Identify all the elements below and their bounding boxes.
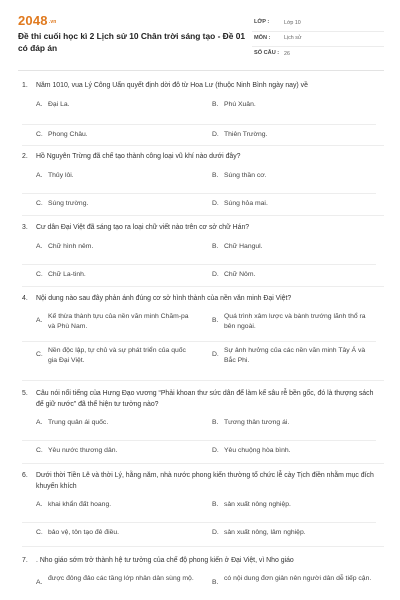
option-letter: C. bbox=[36, 131, 43, 139]
options bbox=[22, 242, 376, 287]
question-text bbox=[22, 151, 376, 162]
question-1 bbox=[22, 80, 376, 147]
question-divider bbox=[22, 145, 384, 146]
site-logo[interactable] bbox=[18, 13, 57, 28]
question-body: Cư dân Đại Việt đã sáng tạo ra loại chữ viết nào trên cơ sở chữ Hán? bbox=[36, 224, 250, 231]
option-text: sản xuất nông, lâm nghiệp. bbox=[224, 529, 306, 537]
option-text: Phong Châu. bbox=[48, 131, 88, 139]
option-text: Súng trường. bbox=[48, 200, 89, 208]
option-d[interactable] bbox=[212, 528, 377, 537]
option-a[interactable] bbox=[36, 242, 196, 251]
option-text: có nội dung đơn giản nên người dân dễ tiếp cận. bbox=[224, 575, 372, 583]
option-d[interactable] bbox=[212, 346, 377, 365]
option-d[interactable] bbox=[212, 130, 377, 139]
option-text: được đông đảo các tầng lớp nhân dân sùng mộ. bbox=[48, 575, 194, 583]
question-divider bbox=[22, 215, 384, 216]
question-number: 1. bbox=[22, 82, 28, 89]
question-body: Câu nói nổi tiếng của Hưng Đạo vương “Phải khoan thư sức dân để làm kế sâu rễ bền gốc, đó là thượng sách để giữ nước” đã thể hiện tư tưởng nào? bbox=[36, 390, 374, 409]
question-2 bbox=[22, 151, 376, 216]
exam-meta-panel bbox=[252, 16, 384, 62]
option-letter: A. bbox=[36, 419, 43, 427]
option-letter: D. bbox=[212, 529, 219, 537]
option-text: Yêu chuộng hòa bình. bbox=[224, 447, 291, 455]
question-5 bbox=[22, 388, 376, 463]
question-body: Hồ Nguyên Trừng đã chế tạo thành công loại vũ khí nào dưới đây? bbox=[36, 153, 241, 160]
question-body: Dưới thời Tiền Lê và thời Lý, hằng năm, nhà nước phong kiến thường tổ chức lễ cày Tịch điền nhằm mục đích khuyến khích bbox=[36, 472, 374, 491]
options bbox=[22, 312, 376, 372]
option-row bbox=[22, 100, 376, 124]
option-row bbox=[22, 312, 376, 341]
option-d[interactable] bbox=[212, 270, 377, 279]
option-letter: A. bbox=[36, 172, 43, 180]
question-number: 6. bbox=[22, 472, 28, 479]
question-body: Nội dung nào sau đây phản ánh đúng cơ sở hình thành của nền văn minh Đại Việt? bbox=[36, 295, 292, 302]
option-letter: B. bbox=[212, 243, 219, 251]
option-letter: A. bbox=[36, 101, 43, 109]
option-a[interactable] bbox=[36, 418, 196, 427]
meta-value: 26 bbox=[284, 50, 290, 57]
option-letter: C. bbox=[36, 447, 43, 455]
option-row bbox=[22, 242, 376, 264]
logo-text: 2048 bbox=[18, 13, 48, 28]
meta-row-count bbox=[252, 47, 384, 62]
option-letter: D. bbox=[212, 447, 219, 455]
option-d[interactable] bbox=[212, 446, 377, 455]
exam-title: Đề thi cuối học kì 2 Lịch sử 10 Chân trời sáng tạo - Đề 01 có đáp án bbox=[18, 31, 246, 53]
option-row bbox=[22, 418, 376, 440]
question-divider bbox=[22, 546, 384, 547]
option-row bbox=[22, 500, 376, 522]
option-b[interactable] bbox=[212, 500, 377, 509]
option-text: khai khẩn đất hoang. bbox=[48, 501, 112, 509]
option-text: sản xuất nông nghiệp. bbox=[224, 501, 291, 509]
meta-value: Lịch sử bbox=[284, 35, 302, 41]
option-text: Chữ Hangul. bbox=[224, 243, 263, 251]
option-text: Sự ảnh hưởng của các nền văn minh Tây Á và Bắc Phi. bbox=[224, 347, 366, 364]
option-a[interactable] bbox=[36, 312, 196, 331]
option-letter: A. bbox=[36, 317, 43, 325]
question-divider bbox=[22, 380, 384, 381]
option-letter: C. bbox=[36, 271, 43, 279]
option-letter: B. bbox=[212, 172, 219, 180]
meta-label: SỐ CÂU : bbox=[254, 50, 280, 56]
question-divider bbox=[22, 286, 384, 287]
option-letter: D. bbox=[212, 200, 219, 208]
option-b[interactable] bbox=[212, 100, 377, 109]
option-text: Thiên Trường. bbox=[224, 131, 268, 139]
question-number: 3. bbox=[22, 224, 28, 231]
logo-suffix: .vn bbox=[48, 18, 57, 25]
option-a[interactable] bbox=[36, 171, 196, 180]
question-text bbox=[22, 388, 376, 410]
option-b[interactable] bbox=[212, 171, 377, 180]
question-divider bbox=[22, 463, 384, 464]
question-4 bbox=[22, 293, 376, 372]
option-row bbox=[22, 193, 376, 216]
option-text: Tương thân tương ái. bbox=[224, 419, 290, 427]
option-letter: B. bbox=[212, 419, 219, 427]
option-letter: A. bbox=[36, 579, 43, 587]
meta-row-subject bbox=[252, 32, 384, 48]
meta-label: MÔN : bbox=[254, 34, 271, 41]
question-body: . Nho giáo sớm trở thành hệ tư tưởng của chế độ phong kiến ở Đại Việt, vì Nho giáo bbox=[36, 557, 294, 564]
option-text: Nền độc lập, tự chủ và sự phát triển của quốc gia Đại Việt. bbox=[48, 347, 186, 364]
options bbox=[22, 418, 376, 463]
option-text: Súng hỏa mai. bbox=[224, 200, 268, 208]
option-letter: D. bbox=[212, 131, 219, 139]
option-c[interactable] bbox=[36, 346, 196, 365]
option-letter: B. bbox=[212, 101, 219, 109]
options bbox=[22, 100, 376, 147]
meta-label: LỚP : bbox=[254, 19, 270, 25]
option-a[interactable] bbox=[36, 574, 196, 587]
option-a[interactable] bbox=[36, 100, 196, 109]
question-text bbox=[22, 555, 376, 566]
option-letter: B. bbox=[212, 579, 219, 587]
option-b[interactable] bbox=[212, 574, 377, 587]
question-3 bbox=[22, 222, 376, 287]
option-text: Yêu nước thương dân. bbox=[48, 447, 118, 455]
option-row bbox=[22, 171, 376, 193]
option-letter: A. bbox=[36, 243, 43, 251]
question-6 bbox=[22, 470, 376, 545]
option-text: bảo vệ, tôn tạo đê điều. bbox=[48, 529, 120, 537]
meta-row-class bbox=[252, 16, 384, 32]
question-number: 2. bbox=[22, 153, 28, 160]
question-text bbox=[22, 80, 376, 91]
option-letter: D. bbox=[212, 351, 219, 359]
option-a[interactable] bbox=[36, 500, 196, 509]
options bbox=[22, 574, 376, 600]
option-text: Thủy lôi. bbox=[48, 172, 74, 180]
option-text: Quá trình xâm lược và bành trướng lãnh thổ ra bên ngoài. bbox=[224, 313, 366, 330]
option-letter: C. bbox=[36, 351, 43, 359]
options bbox=[22, 500, 376, 545]
question-text bbox=[22, 470, 376, 492]
question-number: 7. bbox=[22, 557, 28, 564]
option-row bbox=[22, 522, 376, 545]
option-b[interactable] bbox=[212, 418, 377, 427]
option-d[interactable] bbox=[212, 199, 377, 208]
option-c[interactable] bbox=[36, 528, 196, 537]
option-text: Chữ La-tinh. bbox=[48, 271, 86, 279]
option-row bbox=[22, 574, 376, 600]
option-c[interactable] bbox=[36, 446, 196, 455]
option-letter: C. bbox=[36, 529, 43, 537]
option-text: Chữ Nôm. bbox=[224, 271, 256, 279]
option-letter: A. bbox=[36, 501, 43, 509]
option-c[interactable] bbox=[36, 130, 196, 139]
option-text: Trung quân ái quốc. bbox=[48, 419, 109, 427]
question-text bbox=[22, 293, 376, 304]
option-text: Kế thừa thành tựu của nền văn minh Chăm-pa và Phù Nam. bbox=[48, 313, 189, 330]
option-row bbox=[22, 124, 376, 147]
question-body: Năm 1010, vua Lý Công Uẩn quyết định dời đô từ Hoa Lư (thuộc Ninh Bình ngày nay) về bbox=[36, 82, 308, 89]
option-letter: B. bbox=[212, 501, 219, 509]
question-text bbox=[22, 222, 376, 233]
option-c[interactable] bbox=[36, 270, 196, 279]
option-c[interactable] bbox=[36, 199, 196, 208]
option-letter: B. bbox=[212, 317, 219, 325]
meta-value: Lớp 10 bbox=[284, 19, 301, 26]
question-7 bbox=[22, 555, 376, 600]
option-letter: D. bbox=[212, 271, 219, 279]
option-text: Chữ hình nêm. bbox=[48, 243, 94, 251]
options bbox=[22, 171, 376, 216]
option-row bbox=[22, 341, 376, 372]
option-b[interactable] bbox=[212, 242, 377, 251]
option-row bbox=[22, 440, 376, 463]
option-letter: C. bbox=[36, 200, 43, 208]
question-number: 4. bbox=[22, 295, 28, 302]
option-text: Phú Xuân. bbox=[224, 101, 256, 109]
option-row bbox=[22, 264, 376, 287]
question-number: 5. bbox=[22, 390, 28, 397]
option-b[interactable] bbox=[212, 312, 377, 331]
option-text: Súng thần cơ. bbox=[224, 172, 267, 180]
header-divider bbox=[18, 70, 384, 71]
option-text: Đại La. bbox=[48, 101, 70, 109]
